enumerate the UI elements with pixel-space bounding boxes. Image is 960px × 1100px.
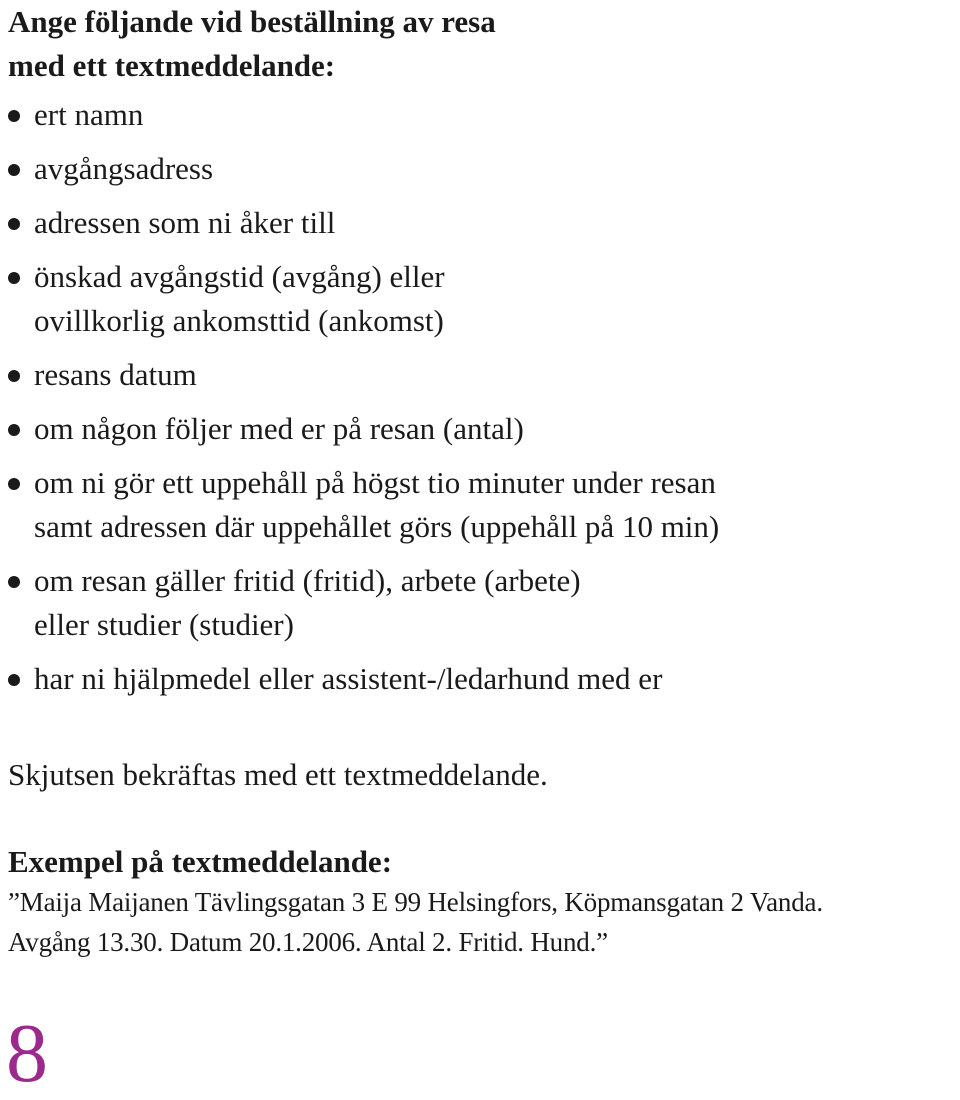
list-item	[8, 657, 719, 701]
list-item	[8, 255, 719, 343]
heading-line-1: Ange följande vid beställning av resa	[8, 4, 496, 39]
list-item-text: ert namn	[34, 97, 144, 132]
list-item-text: ovillkorlig ankomsttid (ankomst)	[34, 303, 444, 338]
bullet-icon	[8, 218, 20, 230]
bullet-icon	[8, 370, 20, 382]
list-item-text: resans datum	[34, 357, 197, 392]
example-line-1: ”Maija Maijanen Tävlingsgatan 3 E 99 Helsingfors, Köpmansgatan 2 Vanda.	[8, 887, 823, 917]
heading-line-2: med ett textmeddelande:	[8, 48, 336, 83]
list-item	[8, 407, 719, 451]
list-item-text: önskad avgångstid (avgång) eller	[34, 259, 445, 294]
list-item	[8, 147, 719, 191]
list-item	[8, 201, 719, 245]
bullet-icon	[8, 674, 20, 686]
list-item-text: om någon följer med er på resan (antal)	[34, 411, 524, 446]
page-number: 8	[6, 1007, 48, 1100]
example-message	[8, 882, 823, 962]
list-item	[8, 461, 719, 549]
list-item-text: eller studier (studier)	[34, 607, 294, 642]
example-title: Exempel på textmeddelande:	[8, 844, 393, 879]
example-line-2: Avgång 13.30. Datum 20.1.2006. Antal 2. Fritid. Hund.”	[8, 927, 608, 957]
list-item-text: avgångsadress	[34, 151, 214, 186]
bullet-icon	[8, 110, 20, 122]
bullet-icon	[8, 164, 20, 176]
list-item	[8, 353, 719, 397]
required-info-list	[8, 93, 719, 711]
bullet-icon	[8, 424, 20, 436]
bullet-icon	[8, 576, 20, 588]
list-item-text: samt adressen där uppehållet görs (uppehåll på 10 min)	[34, 509, 720, 544]
bullet-icon	[8, 478, 20, 490]
list-item-text: har ni hjälpmedel eller assistent-/ledarhund med er	[34, 661, 663, 696]
list-item	[8, 559, 719, 647]
list-item-text: om resan gäller fritid (fritid), arbete (arbete)	[34, 563, 581, 598]
list-item-text: adressen som ni åker till	[34, 205, 336, 240]
list-item	[8, 93, 719, 137]
confirmation-text: Skjutsen bekräftas med ett textmeddelande.	[8, 757, 548, 792]
bullet-icon	[8, 272, 20, 284]
list-item-text: om ni gör ett uppehåll på högst tio minuter under resan	[34, 465, 716, 500]
instructions-heading	[8, 0, 496, 88]
